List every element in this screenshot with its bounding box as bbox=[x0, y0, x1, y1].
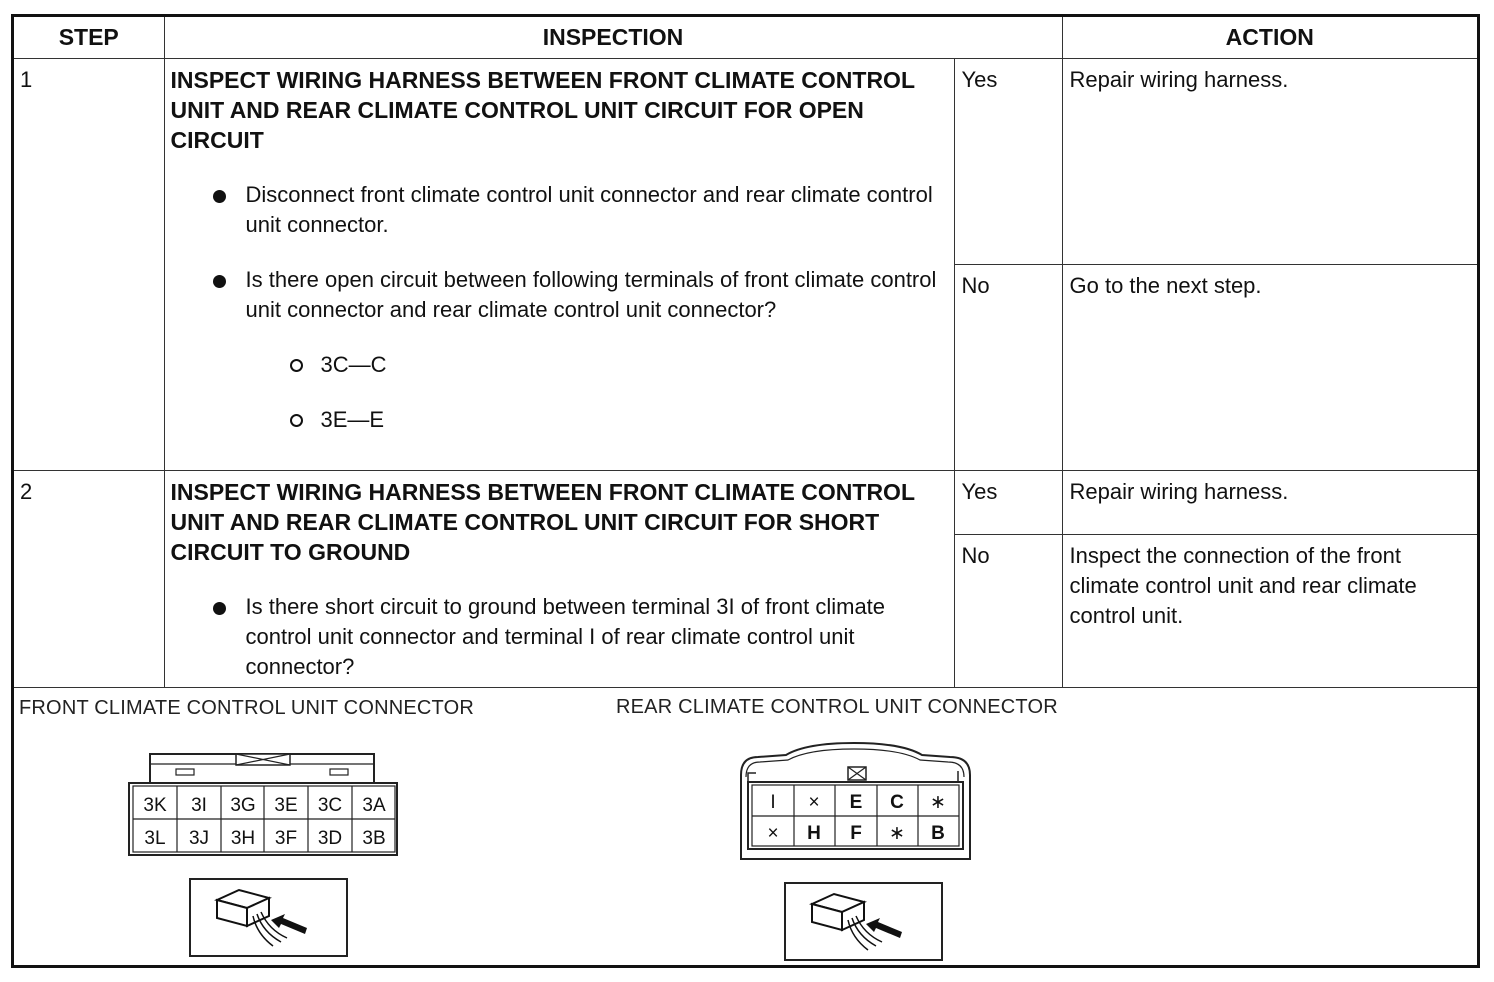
rear-pin: F bbox=[850, 823, 862, 844]
table-row bbox=[14, 471, 1477, 535]
rear-connector-label: REAR CLIMATE CONTROL UNIT CONNECTOR bbox=[616, 696, 1058, 718]
front-pin: 3D bbox=[317, 828, 343, 849]
bullet-list bbox=[171, 180, 946, 325]
rear-pin: × bbox=[767, 823, 779, 844]
yes-action: Repair wiring harness. bbox=[1062, 59, 1477, 265]
connector-diagrams bbox=[14, 689, 1477, 965]
rear-pin: B bbox=[931, 823, 945, 844]
front-pin: 3J bbox=[188, 828, 210, 849]
table-row bbox=[14, 59, 1477, 265]
list-item: 3E—E bbox=[171, 405, 946, 435]
front-pin: 3G bbox=[230, 795, 256, 816]
harness-side-icon bbox=[189, 878, 349, 958]
rear-pin: E bbox=[849, 792, 863, 813]
list-item: Is there short circuit to ground between terminal 3I of front climate control unit connector and terminal I of rear climate control unit connector? bbox=[171, 592, 946, 682]
step-number: 2 bbox=[14, 471, 164, 688]
list-item: Disconnect front climate control unit connector and rear climate control unit connector. bbox=[171, 180, 946, 240]
yes-action: Repair wiring harness. bbox=[1062, 471, 1477, 535]
rear-pin: ∗ bbox=[889, 823, 905, 844]
step-header: STEP bbox=[14, 17, 164, 59]
harness-side-icon bbox=[784, 882, 944, 962]
front-connector-label: FRONT CLIMATE CONTROL UNIT CONNECTOR bbox=[19, 697, 475, 719]
inspection-cell bbox=[164, 471, 954, 688]
rear-pin: C bbox=[890, 792, 904, 813]
list-item: 3C—C bbox=[171, 350, 946, 380]
rear-pin: ∗ bbox=[930, 792, 946, 813]
no-label: No bbox=[954, 265, 1062, 471]
front-pin: 3C bbox=[317, 795, 343, 816]
front-pin: 3E bbox=[274, 795, 298, 816]
step-number: 1 bbox=[14, 59, 164, 471]
terminal-list bbox=[171, 350, 946, 435]
inspection-title: INSPECT WIRING HARNESS BETWEEN FRONT CLIMATE CONTROL UNIT AND REAR CLIMATE CONTROL UNIT CIRCUIT FOR OPEN CIRCUIT bbox=[170, 67, 915, 153]
front-pin: 3L bbox=[144, 828, 166, 849]
no-label: No bbox=[954, 535, 1062, 688]
rear-connector-diagram bbox=[736, 735, 976, 867]
front-pin: 3I bbox=[191, 795, 207, 816]
yes-label: Yes bbox=[954, 471, 1062, 535]
inspection-table bbox=[14, 17, 1477, 688]
header-row bbox=[14, 17, 1477, 59]
inspection-cell bbox=[164, 59, 954, 471]
front-connector-diagram bbox=[124, 747, 404, 862]
action-header: ACTION bbox=[1062, 17, 1477, 59]
no-action: Inspect the connection of the front climate control unit and rear climate control unit. bbox=[1062, 535, 1477, 688]
front-pin: 3B bbox=[362, 828, 386, 849]
front-pin: 3H bbox=[230, 828, 256, 849]
inspection-header: INSPECTION bbox=[164, 17, 1062, 59]
list-item: Is there open circuit between following terminals of front climate control unit connector and rear climate control unit connector? bbox=[171, 265, 946, 325]
front-pin: 3K bbox=[143, 795, 167, 816]
diagnostic-sheet bbox=[11, 14, 1480, 968]
yes-label: Yes bbox=[954, 59, 1062, 265]
rear-pin: I bbox=[770, 792, 776, 813]
rear-pin: × bbox=[808, 792, 820, 813]
inspection-title: INSPECT WIRING HARNESS BETWEEN FRONT CLIMATE CONTROL UNIT AND REAR CLIMATE CONTROL UNIT CIRCUIT FOR SHORT CIRCUIT TO GROUND bbox=[170, 479, 915, 565]
bullet-list bbox=[171, 592, 946, 682]
no-action: Go to the next step. bbox=[1062, 265, 1477, 471]
front-pin: 3F bbox=[274, 828, 298, 849]
front-pin: 3A bbox=[362, 795, 386, 816]
rear-pin: H bbox=[807, 823, 821, 844]
